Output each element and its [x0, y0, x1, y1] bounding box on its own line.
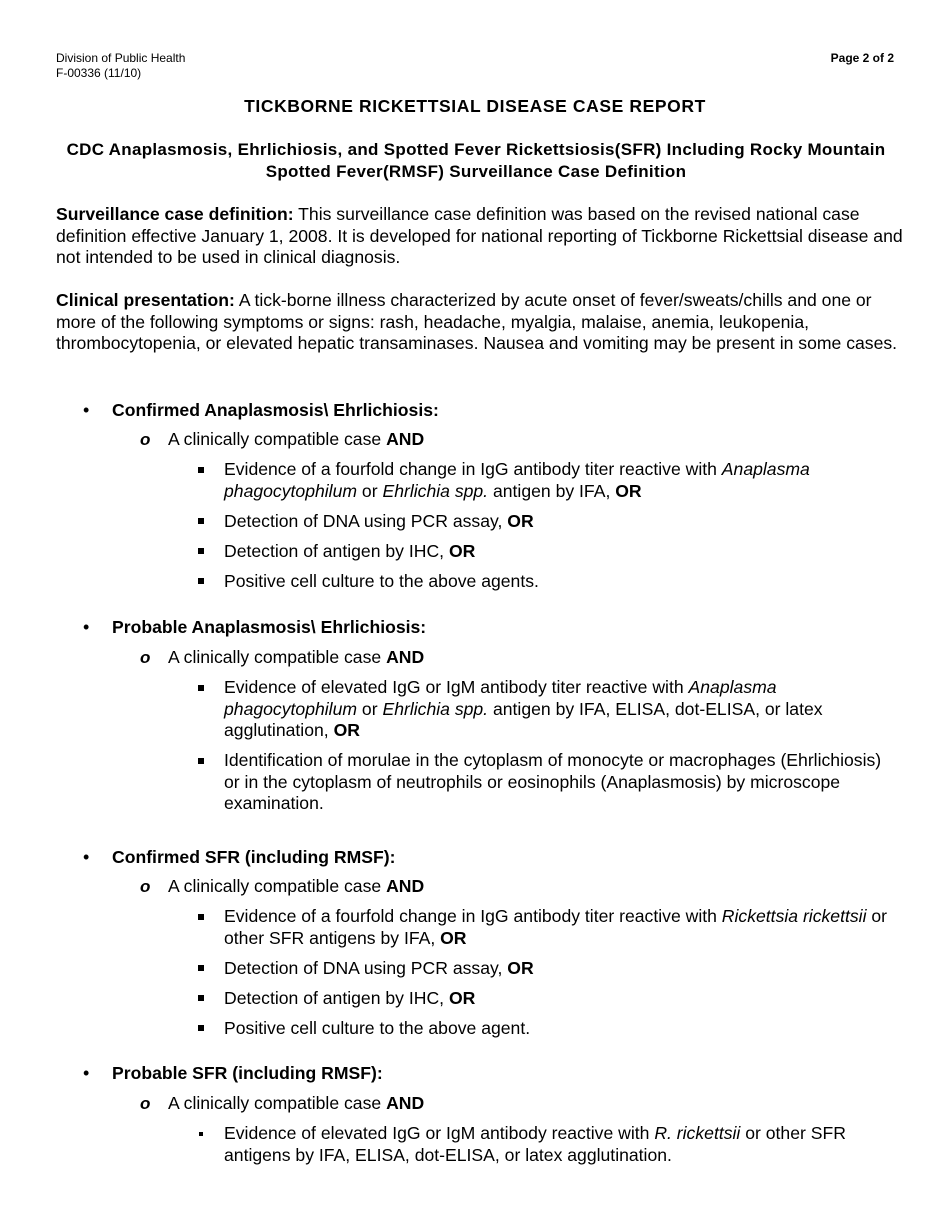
and-keyword: AND	[386, 1093, 425, 1113]
page-title: TICKBORNE RICKETTSIAL DISEASE CASE REPORT	[244, 96, 706, 116]
square-bullet	[199, 1132, 203, 1136]
item-text: Evidence of elevated IgG or IgM antibody reactive with	[224, 1123, 655, 1143]
or-keyword: OR	[507, 511, 534, 531]
criteria-item	[224, 677, 896, 742]
item-text: or	[357, 698, 383, 719]
compatible-case-line	[168, 647, 424, 668]
criteria-item: Positive cell culture to the above agents.	[224, 571, 539, 591]
square-bullet	[198, 467, 204, 473]
item-text: Evidence of a fourfold change in IgG antibody titer reactive with	[224, 459, 722, 479]
compatible-case-line	[168, 429, 424, 450]
square-bullet	[198, 685, 204, 691]
surveillance-paragraph	[56, 204, 906, 269]
square-bullet	[198, 965, 204, 971]
section-heading: Probable Anaplasmosis\ Ehrlichiosis:	[112, 617, 427, 637]
compatible-text: A clinically compatible case	[168, 876, 387, 896]
criteria-item	[224, 906, 896, 949]
sub-bullet-marker: o	[140, 648, 151, 667]
or-keyword: OR	[615, 480, 642, 501]
header-org-block	[56, 51, 185, 81]
square-bullet	[198, 995, 204, 1001]
and-keyword: AND	[386, 429, 425, 449]
sub-bullet-marker: o	[140, 430, 151, 449]
sub-bullet-marker: o	[140, 877, 151, 896]
header-form-number: F-00336 (11/10)	[56, 66, 142, 80]
item-text: Evidence of elevated IgG or IgM antibody titer reactive with	[224, 677, 689, 697]
clinical-paragraph	[56, 290, 906, 355]
and-keyword: AND	[386, 647, 425, 667]
section-heading: Confirmed SFR (including RMSF):	[112, 847, 396, 867]
section-heading: Confirmed Anaplasmosis\ Ehrlichiosis:	[112, 400, 439, 420]
and-keyword: AND	[386, 876, 425, 896]
square-bullet	[198, 518, 204, 524]
square-bullet	[198, 914, 204, 920]
header-org: Division of Public Health	[56, 51, 186, 65]
organism-name: Anaplasma phagocytophilum	[224, 677, 777, 719]
bullet-marker: •	[83, 847, 90, 867]
bullet-marker: •	[83, 617, 90, 637]
clinical-text: A tick-borne illness characterized by acute onset of fever/sweats/chills and one or more of the following symptoms or signs: rash, headache, myalgia, malaise, anemia, leukopenia, thrombocytopenia, or elevated hepatic transaminases. Nausea and vomiting may be present in some cases.	[56, 290, 898, 353]
criteria-item	[224, 541, 896, 563]
item-text: Detection of DNA using PCR assay,	[224, 511, 508, 531]
compatible-case-line	[168, 1093, 424, 1114]
item-text: Detection of DNA using PCR assay,	[224, 958, 508, 978]
item-text: or	[357, 480, 383, 501]
compatible-case-line	[168, 876, 424, 897]
item-text: antigen by IFA,	[488, 480, 616, 501]
square-bullet	[198, 758, 204, 764]
criteria-item	[224, 1123, 896, 1166]
bullet-marker: •	[83, 400, 90, 420]
organism-name: Anaplasma phagocytophilum	[224, 459, 810, 501]
bullet-marker: •	[83, 1063, 90, 1083]
compatible-text: A clinically compatible case	[168, 429, 387, 449]
criteria-item: Identification of morulae in the cytoplasm of monocyte or macrophages (Ehrlichiosis) or in the cytoplasm of neutrophils or eosinophils (Anaplasmosis) by microscope examination.	[224, 750, 882, 813]
or-keyword: OR	[448, 541, 476, 561]
organism-name: Rickettsia rickettsii	[721, 906, 867, 926]
square-bullet	[198, 1025, 204, 1031]
item-text: Detection of antigen by IHC,	[224, 988, 449, 1008]
or-keyword: OR	[440, 927, 467, 948]
or-keyword: OR	[448, 988, 476, 1008]
page-number: Page 2 of 2	[830, 51, 894, 65]
clinical-label: Clinical presentation:	[56, 290, 235, 310]
surveillance-label: Surveillance case definition:	[56, 204, 294, 224]
or-keyword: OR	[333, 720, 360, 740]
organism-name: Ehrlichia spp.	[382, 480, 489, 501]
criteria-item	[224, 459, 896, 502]
organism-name: Ehrlichia spp.	[382, 698, 489, 719]
criteria-item	[224, 988, 896, 1010]
criteria-item	[224, 511, 896, 533]
square-bullet	[198, 578, 204, 584]
square-bullet	[198, 548, 204, 554]
item-text: Detection of antigen by IHC,	[224, 541, 449, 561]
criteria-item: Positive cell culture to the above agent.	[224, 1018, 531, 1038]
compatible-text: A clinically compatible case	[168, 647, 387, 667]
item-text: Evidence of a fourfold change in IgG antibody titer reactive with	[224, 906, 722, 926]
criteria-item	[224, 958, 896, 980]
section-heading: Probable SFR (including RMSF):	[112, 1063, 383, 1083]
item-text: or other SFR antigens by IFA,	[224, 906, 888, 948]
organism-name: R. rickettsii	[654, 1123, 741, 1143]
sub-bullet-marker: o	[140, 1094, 151, 1113]
item-text: or other SFR antigens by IFA, ELISA, dot-ELISA, or latex agglutination.	[224, 1123, 846, 1165]
page-subtitle: CDC Anaplasmosis, Ehrlichiosis, and Spotted Fever Rickettsiosis(SFR) Including Rocky Mountain Spotted Fever(RMSF) Surveillance Case Definition	[66, 140, 886, 181]
compatible-text: A clinically compatible case	[168, 1093, 387, 1113]
or-keyword: OR	[507, 958, 534, 978]
item-text: antigen by IFA, ELISA, dot-ELISA, or latex agglutination,	[224, 698, 823, 740]
surveillance-text: This surveillance case definition was based on the revised national case definition effective January 1, 2008. It is developed for national reporting of Tickborne Rickettsial disease and not intended to be used in clinical diagnosis.	[56, 204, 903, 267]
